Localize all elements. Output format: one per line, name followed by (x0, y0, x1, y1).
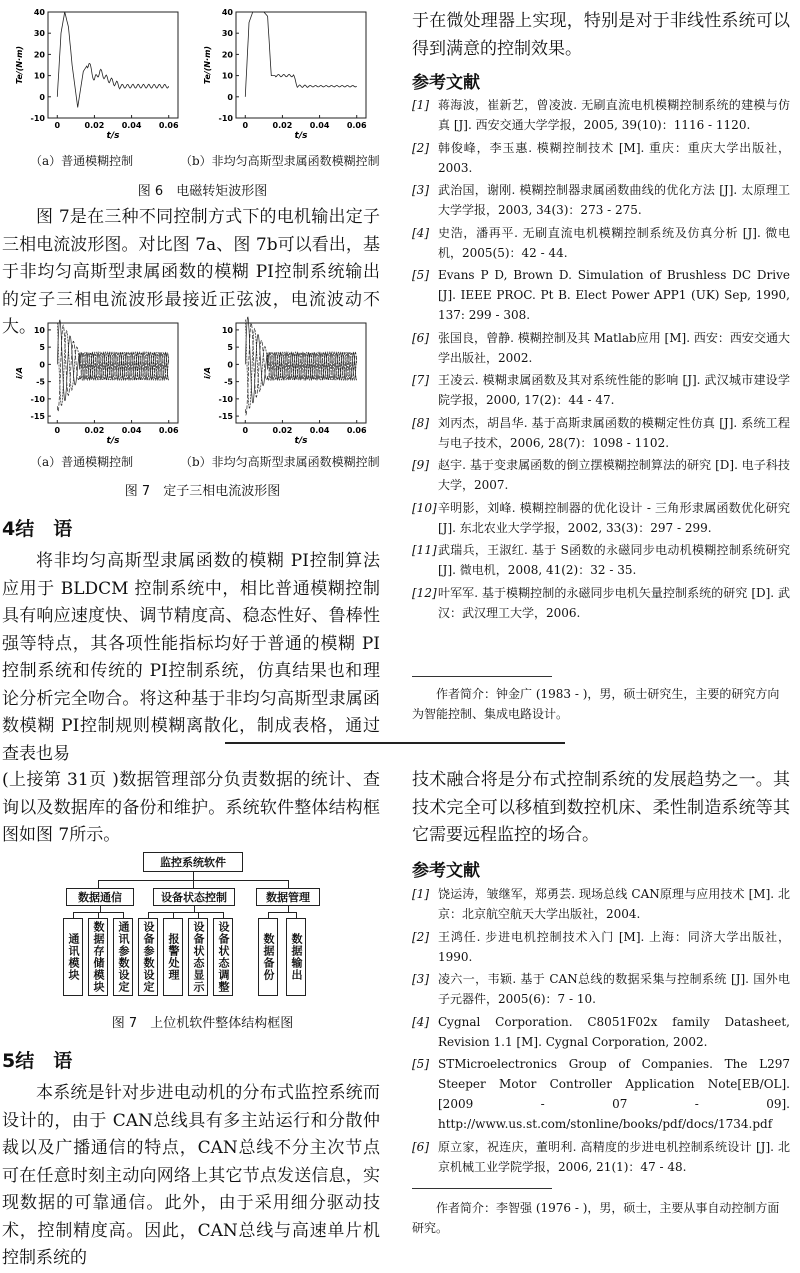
y-tick-label: 0 (227, 360, 233, 370)
y-tick-label: 0 (227, 92, 233, 102)
x-tick-label: 0.04 (121, 426, 142, 435)
y-tick-label: 10 (33, 71, 45, 81)
reference-number: [9] (412, 458, 429, 472)
reference-number: [2] (412, 929, 429, 944)
reference-item (412, 223, 790, 263)
y-axis-label: Te/(N·m) (203, 45, 212, 85)
reference-text: 刘丙杰，胡昌华. 基于高斯隶属函数的模糊定性仿真 [J]. 系统工程与电子技术，2006, 28(7)：1098 - 1102. (438, 415, 790, 450)
author-note-top: 作者简介：钟金广 (1983 - )，男，硕士研究生，主要的研究方向为智能控制、集成电路设计。 (412, 687, 780, 721)
paragraph-fig7-intro: 图 7是在三种不同控制方式下的电机输出定子三相电流波形图。对比图 7a、图 7b可以看出，基于非均匀高斯型隶属函数的模糊 PI控制系统输出的定子三相电流波形最接近正弦波，电流波动不大。 (2, 207, 380, 337)
plot-frame (236, 12, 366, 118)
reference-item (412, 927, 790, 967)
fig6-subcaption-b: （b）非均匀高斯型隶属函数模糊控制 (180, 154, 380, 168)
software-structure-diagram (58, 852, 338, 1002)
reference-text: 饶运涛，皱继军，郑勇芸. 现场总线 CAN原理与应用技术 [M]. 北京：北京航空航天大学出版社，2004. (438, 887, 790, 921)
current-phase-line (57, 323, 168, 406)
reference-item (412, 498, 790, 538)
y-tick-label: 30 (33, 29, 45, 39)
current-phase-line (245, 317, 356, 403)
tree-leaf: 设备状态调整 (213, 918, 233, 996)
y-tick-label: 10 (221, 71, 233, 81)
reference-number: [4] (412, 225, 429, 240)
fig6-caption: 图 6 电磁转矩波形图 (137, 184, 268, 199)
x-tick-label: 0.04 (121, 121, 142, 130)
reference-item (412, 1012, 790, 1052)
reference-item (412, 265, 790, 325)
reference-text: 武瑞兵，王淑红. 基于 S函数的永磁同步电动机模糊控制系统研究 [J]. 微电机，2008, 41(2)：32 - 35. (438, 543, 790, 577)
reference-item (412, 583, 790, 623)
reference-number: [10] (412, 500, 437, 515)
reference-text: 赵宇. 基于变隶属函数的倒立摆模糊控制算法的研究 [D]. 电子科技大学，2007. (438, 458, 790, 492)
reference-number: [5] (412, 1057, 429, 1071)
x-axis-label: t/s (294, 131, 308, 141)
y-tick-label: 20 (221, 50, 233, 60)
reference-number: [3] (412, 972, 429, 986)
reference-text: 武治国，谢刚. 模糊控制器隶属函数曲线的优化方法 [J]. 太原理工大学学报，2003, 34(3)：273 - 275. (438, 183, 790, 217)
x-tick-label: 0.04 (309, 121, 330, 130)
fig7-software-caption: 图 7 上位机软件整体结构框图 (111, 1016, 294, 1031)
x-tick-label: 0.06 (158, 426, 179, 435)
y-tick-label: 0 (39, 92, 45, 102)
references-heading-bottom: 参考文献 (412, 861, 480, 881)
tree-leaf: 设备参数设定 (138, 918, 158, 996)
tree-root: 监控系统软件 (143, 852, 243, 872)
reference-text: 韩俊峰，李玉惠. 模糊控制技术 [M]. 重庆：重庆大学出版社，2003. (438, 140, 790, 175)
reference-number: [11] (412, 543, 437, 557)
paragraph-continued-right-bottom: 技术融合将是分布式控制系统的发展趋势之一。其技术完全可以移植到数控机床、柔性制造系统等其它需要远程监控的场合。 (412, 770, 790, 845)
x-tick-label: 0 (242, 426, 249, 435)
reference-item (412, 540, 790, 580)
tree-group-data-comm: 数据通信 (66, 888, 134, 906)
author-divider-bottom (412, 1188, 552, 1189)
tree-leaf: 报警处理 (163, 918, 183, 996)
y-tick-label: -10 (218, 114, 233, 123)
x-tick-label: 0 (54, 121, 61, 130)
y-tick-label: -15 (218, 412, 233, 422)
reference-item (412, 95, 790, 135)
reference-item (412, 180, 790, 220)
tree-leaf: 数据备份 (258, 918, 278, 996)
reference-item (412, 1137, 790, 1177)
tree-group-data-mgmt: 数据管理 (256, 888, 320, 906)
reference-number: [8] (412, 415, 429, 430)
torque-chart-a (15, 8, 179, 141)
y-tick-label: 0 (39, 360, 45, 370)
references-list-top (412, 95, 790, 625)
author-note-bottom: 作者简介：李智强 (1976 - )，男，硕士，主要从事自动控制方面研究。 (412, 1201, 780, 1235)
reference-item (412, 138, 790, 178)
reference-text: 蒋海波，崔新艺，曾凌波. 无刷直流电机模糊控制系统的建模与仿真 [J]. 西安交通大学学报，2005, 39(10)：1116 - 1120. (438, 98, 790, 132)
reference-item (412, 413, 790, 453)
x-tick-label: 0.02 (272, 121, 293, 130)
reference-item (412, 969, 790, 1009)
tree-leaf: 数据存储模块 (88, 918, 108, 996)
x-tick-label: 0.04 (309, 426, 330, 435)
paragraph-conclusion-5: 本系统是针对步进电动机的分布式监控系统而设计的，由于 CAN总线具有多主站运行和分散仲裁以及广播通信的特点，CAN总线不分主次节点可在任意时刻主动向网络上其它节点发送信息，实现数据的可靠通信。此外，由于采用细分驱动技术，控制精度高。因此，CAN总线与高速单片机控制系统的 (2, 1083, 380, 1268)
torque-series-line (57, 12, 168, 107)
reference-item (412, 455, 790, 495)
section-4-heading: 4结 语 (2, 518, 73, 540)
y-tick-label: -15 (30, 412, 45, 422)
reference-number: [5] (412, 268, 429, 282)
reference-text: 凌六一，韦颖. 基于 CAN总线的数据采集与控制系统 [J]. 国外电子元器件，2005(6)：7 - 10. (438, 972, 790, 1006)
x-tick-label: 0 (54, 426, 61, 435)
reference-number: [6] (412, 1139, 429, 1154)
tree-leaf: 通讯模块 (63, 918, 83, 996)
reference-text: 王鸿任. 步进电机控制技术入门 [M]. 上海：同济大学出版社，1990. (438, 929, 790, 964)
current-chart-b (203, 317, 367, 446)
x-tick-label: 0.06 (346, 426, 367, 435)
author-divider-top (412, 676, 552, 677)
reference-text: 叶军军. 基于模糊控制的永磁同步电机矢量控制系统的研究 [D]. 武汉：武汉理工大学，2006. (438, 585, 790, 620)
x-axis-label: t/s (294, 436, 308, 446)
torque-series-line (245, 12, 356, 97)
tree-leaf: 数据输出 (286, 918, 306, 996)
y-tick-label: 5 (227, 343, 233, 353)
current-phase-line (57, 320, 168, 401)
references-list-bottom (412, 884, 790, 1179)
y-tick-label: 10 (221, 325, 233, 335)
plot-frame (48, 12, 178, 118)
article-divider (225, 742, 565, 744)
reference-text: 王凌云. 模糊隶属函数及其对系统性能的影响 [J]. 武汉城市建设学院学报，2000, 17(2)：44 - 47. (438, 373, 790, 407)
y-axis-label: i/A (15, 367, 24, 379)
reference-text: 辛明影，刘峰. 模糊控制器的优化设计 - 三角形隶属函数优化研究 [J]. 东北农业大学学报，2002, 33(3)：297 - 299. (438, 500, 790, 535)
x-tick-label: 0 (242, 121, 249, 130)
figure-6 (0, 2, 405, 150)
y-tick-label: 40 (33, 8, 45, 17)
y-tick-label: 30 (221, 29, 233, 39)
x-tick-label: 0.02 (84, 426, 105, 435)
tree-leaf: 通讯参数设定 (113, 918, 133, 996)
y-tick-label: 10 (33, 325, 45, 335)
torque-chart-b (203, 8, 367, 141)
reference-item (412, 328, 790, 368)
reference-number: [1] (412, 887, 429, 901)
reference-number: [7] (412, 373, 429, 387)
fig6-subcaption-a: （a）普通模糊控制 (30, 154, 134, 168)
paragraph-conclusion-4: 将非均匀高斯型隶属函数的模糊 PI控制算法应用于 BLDCM 控制系统中，相比普通模糊控制具有响应速度快、调节精度高、稳态性好、鲁棒性强等特点，其各项性能指标均好于普通的模糊 PI控制系统和传统的 PI控制系统，仿真结果也和理论分析完全吻合。将这种基于非均匀高斯型隶属函数模糊 PI控制规则模糊离散化，制成表格，通过查表也易 (2, 551, 380, 764)
fig7-caption: 图 7 定子三相电流波形图 (124, 484, 281, 499)
y-tick-label: -10 (30, 114, 45, 123)
y-tick-label: -5 (36, 377, 45, 387)
reference-text: 史浩，潘再平. 无刷直流电机模糊控制系统及仿真分析 [J]. 微电机，2005(5)：42 - 44. (438, 225, 790, 260)
y-axis-label: Te/(N·m) (15, 45, 24, 85)
reference-text: 张国良，曾静. 模糊控制及其 Matlab应用 [M]. 西安：西安交通大学出版社，2002. (438, 330, 790, 365)
tree-leaf: 设备状态显示 (188, 918, 208, 996)
reference-number: [4] (412, 1014, 429, 1029)
section-5-heading: 5结 语 (2, 1050, 73, 1072)
fig7-subcaption-b: （b）非均匀高斯型隶属函数模糊控制 (180, 455, 380, 469)
paragraph-continued-from-p31: (上接第 31页 )数据管理部分负责数据的统计、查询以及数据库的备份和维护。系统软件整体结构框图如图 7所示。 (2, 770, 380, 845)
reference-item (412, 884, 790, 924)
tree-group-device-control: 设备状态控制 (153, 888, 235, 906)
reference-text: Evans P D, Brown D. Simulation of Brushless DC Drive [J]. IEEE PROC. Pt B. Elect Power APP1 (UK) Sep, 1990, 137: 299 - 308. (438, 268, 790, 322)
paragraph-continued-right: 于在微处理器上实现，特别是对于非线性系统可以得到满意的控制效果。 (412, 11, 790, 59)
y-tick-label: -5 (224, 377, 233, 387)
x-tick-label: 0.02 (84, 121, 105, 130)
reference-item (412, 1054, 790, 1134)
reference-item (412, 370, 790, 410)
reference-number: [3] (412, 183, 429, 197)
y-tick-label: 40 (221, 8, 233, 17)
reference-number: [1] (412, 98, 429, 112)
x-tick-label: 0.06 (346, 121, 367, 130)
reference-number: [6] (412, 330, 429, 345)
x-axis-label: t/s (106, 436, 120, 446)
reference-text: 原立家，祝连庆，董明利. 高精度的步进电机控制系统设计 [J]. 北京机械工业学院学报，2006, 21(1)：47 - 48. (438, 1139, 790, 1174)
fig7-subcaption-a: （a）普通模糊控制 (30, 455, 134, 469)
x-tick-label: 0.02 (272, 426, 293, 435)
y-tick-label: 5 (39, 343, 45, 353)
reference-number: [12] (412, 585, 437, 600)
current-chart-a (15, 320, 179, 446)
figure-7-current (0, 315, 405, 450)
y-tick-label: -10 (218, 394, 233, 404)
y-tick-label: -10 (30, 394, 45, 404)
reference-text: STMicroelectronics Group of Companies. The L297 Steeper Motor Controller Application Note[EB/OL]. [2009 - 07 - 09]. http://www.us.st.com/stonline/books/pdf/docs/1734.pdf (438, 1057, 790, 1131)
references-heading-top: 参考文献 (412, 73, 480, 93)
reference-text: Cygnal Corporation. C8051F02x family Datasheet, Revision 1.1 [M]. Cygnal Corporation, 2002. (438, 1014, 790, 1049)
x-axis-label: t/s (106, 131, 120, 141)
y-tick-label: 20 (33, 50, 45, 60)
reference-number: [2] (412, 140, 429, 155)
x-tick-label: 0.06 (158, 121, 179, 130)
y-axis-label: i/A (203, 367, 212, 379)
